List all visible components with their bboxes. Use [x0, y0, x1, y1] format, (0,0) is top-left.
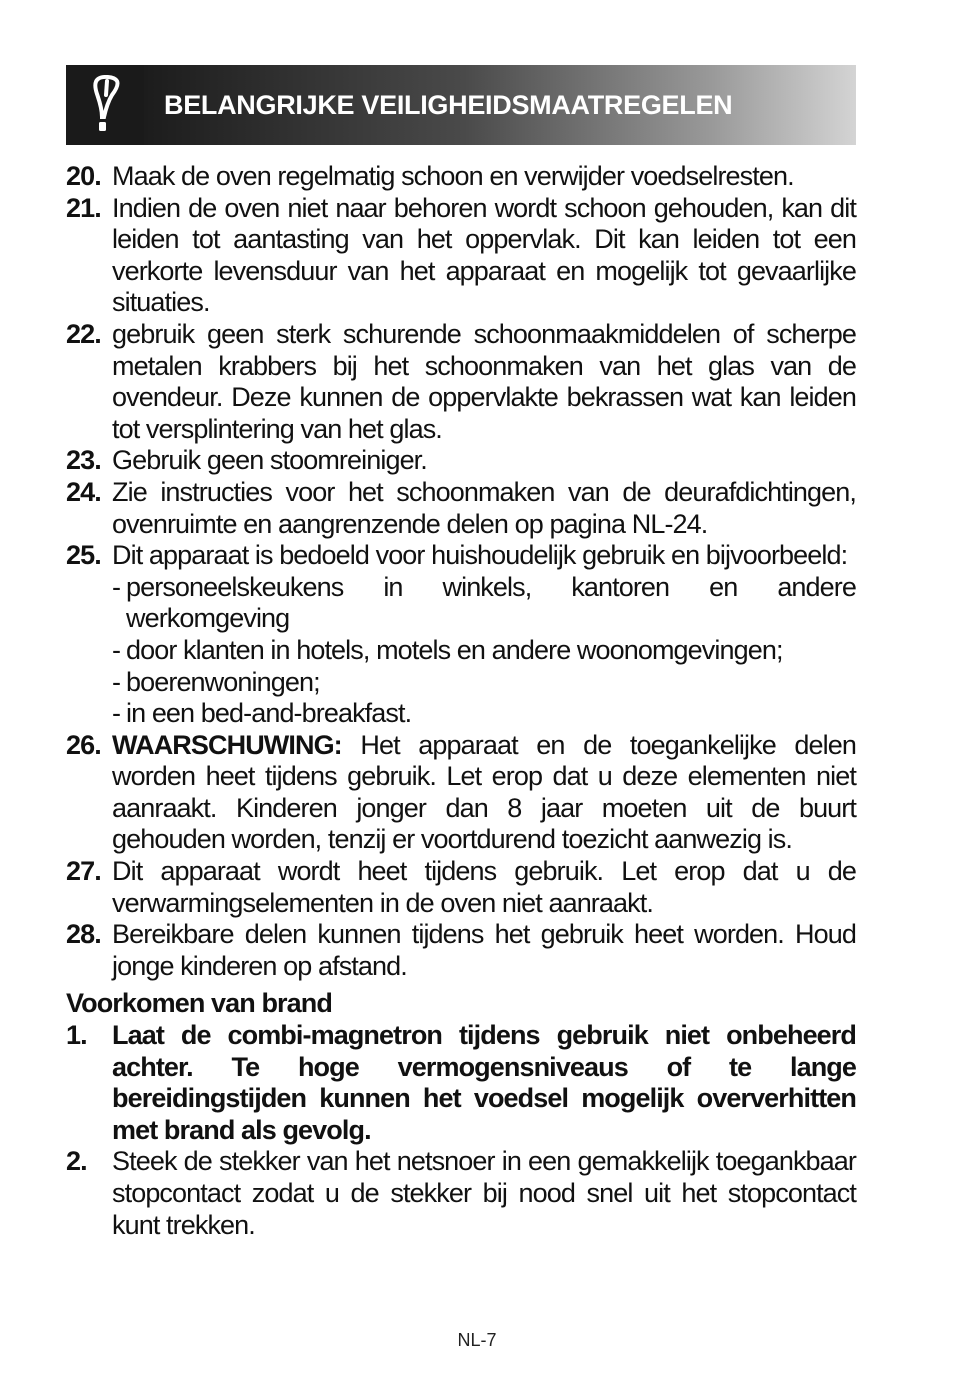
item-text: Zie instructies voor het schoonmaken van de deurafdichtingen, ovenruimte en aangrenzende delen op pagina NL-24.	[112, 476, 856, 539]
page-title: BELANGRIJKE VEILIGHEIDSMAATREGELEN	[164, 89, 733, 120]
exclamation-icon	[88, 75, 122, 135]
bullet-dash: -	[112, 698, 121, 729]
list-item	[66, 540, 856, 730]
item-number: 25.	[66, 540, 101, 571]
sub-item-text: personeelskeukens in winkels, kantoren en andere werkomgeving	[126, 571, 856, 634]
list-item	[66, 193, 856, 319]
bullet-dash: -	[112, 666, 121, 697]
section-header	[66, 65, 856, 145]
item-number: 22.	[66, 318, 101, 349]
item-text: Dit apparaat is bedoeld voor huishoudelijk gebruik en bijvoorbeeld:	[112, 540, 848, 571]
item-number: 27.	[66, 856, 101, 887]
page-number: NL-7	[457, 1330, 497, 1350]
section-heading: Voorkomen van brand	[66, 988, 332, 1019]
item-number: 20.	[66, 161, 101, 191]
list-item	[66, 1146, 856, 1241]
list-item	[66, 919, 856, 982]
list-item	[66, 445, 856, 477]
item-body	[112, 730, 856, 856]
item-number: 28.	[66, 919, 101, 950]
sub-item	[112, 698, 856, 730]
item-text: Gebruik geen stoomreiniger.	[112, 445, 427, 476]
bullet-dash: -	[112, 571, 121, 602]
sub-item-text: in een bed-and-breakfast.	[126, 698, 412, 729]
list-item	[66, 856, 856, 919]
list-item	[66, 730, 856, 856]
item-number: 21.	[66, 192, 101, 223]
title-bar	[144, 65, 856, 145]
item-text: Bereikbare delen kunnen tijdens het gebruik heet worden. Houd jonge kinderen op afstand.	[112, 919, 856, 981]
item-text: Laat de combi-magnetron tijdens gebruik niet onbeheerd achter. Te hoge vermogensniveaus of te lange bereidingstijden kunnen het voedsel mogelijk oververhitten met brand als gevolg.	[112, 1020, 856, 1145]
item-text: Het apparaat en de toegankelijke delen worden heet tijdens gebruik. Let erop dat u deze elementen niet aanraakt. Kinderen jonger dan 8 jaar moeten uit de buurt gehouden worden, tenzij er voortdurend toezicht aanwezig is.	[112, 729, 856, 855]
list-item	[66, 319, 856, 445]
sub-item	[112, 667, 856, 699]
item-text: Maak de oven regelmatig schoon en verwijder voedselresten.	[112, 161, 794, 191]
bullet-dash: -	[112, 634, 121, 665]
item-text: Dit apparaat wordt heet tijdens gebruik. Let erop dat u de verwarmingselementen in de oven niet aanraakt.	[112, 856, 856, 918]
item-number: 26.	[66, 729, 101, 760]
item-text: Steek de stekker van het netsnoer in een gemakkelijk toegankbaar stopcontact zodat u de stekker bij nood snel uit het stopcontact kunt trekken.	[112, 1146, 856, 1240]
sub-item	[112, 635, 856, 667]
item-body	[112, 540, 856, 730]
warning-icon-box	[66, 65, 144, 145]
sub-item-text: door klanten in hotels, motels en andere woonomgevingen;	[126, 634, 783, 665]
item-number: 24.	[66, 476, 101, 507]
item-number: 1.	[66, 1020, 87, 1051]
warning-label: WAARSCHUWING:	[112, 729, 342, 760]
list-item	[66, 477, 856, 540]
item-text: gebruik geen sterk schurende schoonmaakmiddelen of scherpe metalen krabbers bij het schoonmaken van het glas van de ovendeur. Deze kunnen de oppervlakte bekrassen wat kan leiden tot versplintering van het glas.	[112, 318, 856, 444]
instructions-content	[66, 161, 856, 1241]
sub-item-text: boerenwoningen;	[126, 666, 320, 697]
item-number: 23.	[66, 445, 101, 476]
sub-item	[112, 572, 856, 635]
list-item	[66, 1020, 856, 1146]
list-item	[66, 161, 856, 193]
item-text: Indien de oven niet naar behoren wordt schoon gehouden, kan dit leiden tot aantasting van het oppervlak. Dit kan leiden tot een verkorte levensduur van het apparaat en mogelijk tot gevaarlijke situaties.	[112, 192, 856, 318]
item-number: 2.	[66, 1146, 87, 1177]
